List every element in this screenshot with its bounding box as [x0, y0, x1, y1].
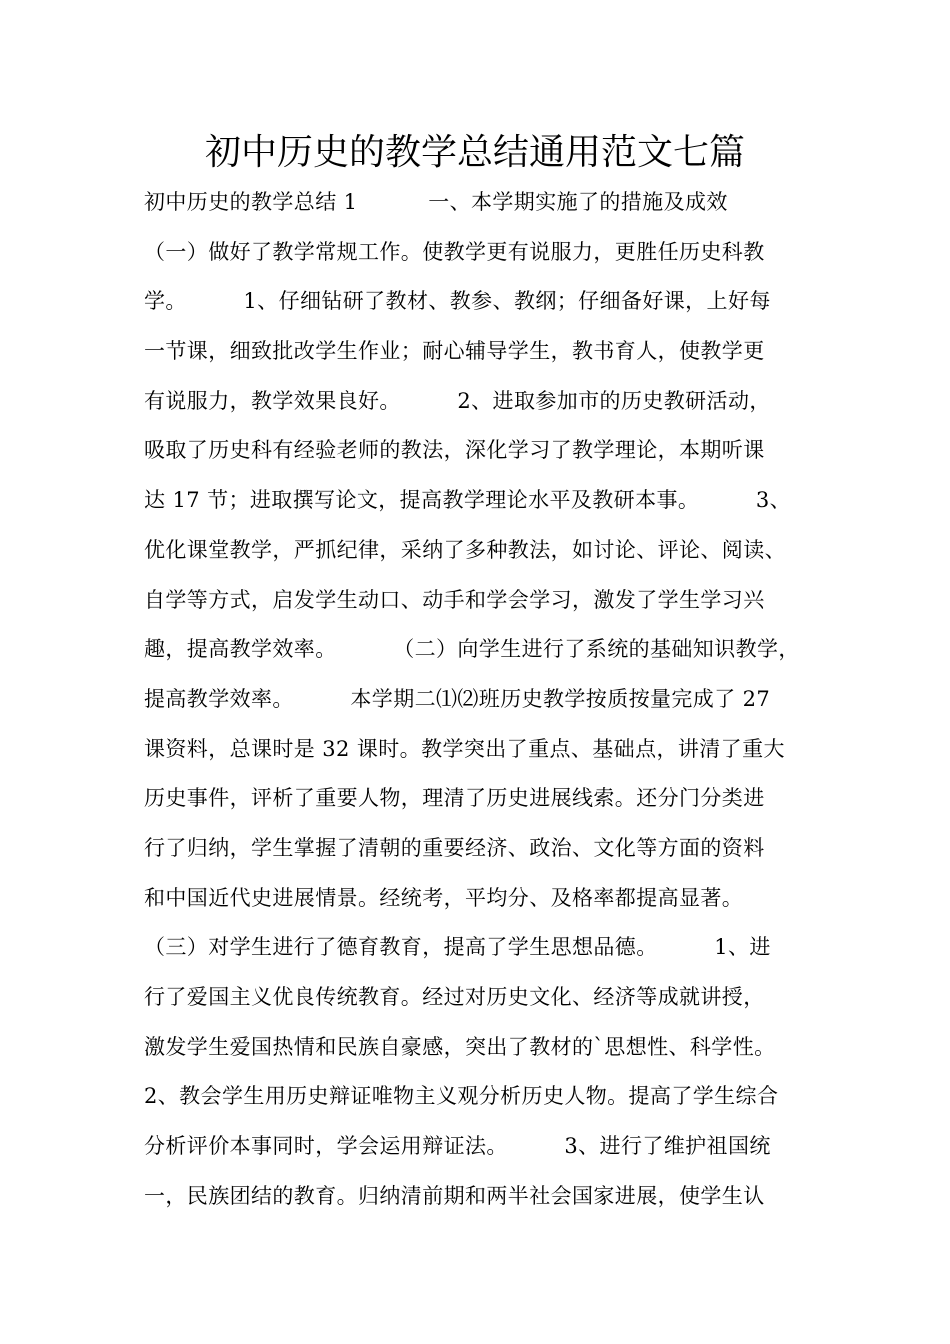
text-line: 学。 1、仔细钻研了教材、教参、教纲；仔细备好课，上好每	[144, 289, 771, 314]
text-line: 自学等方式，启发学生动口、动手和学会学习，激发了学生学习兴	[144, 587, 765, 612]
text-line: 和中国近代史进展情景。经统考，平均分、及格率都提高显著。	[144, 885, 744, 910]
text-line: 提高教学效率。 本学期二⑴⑵班历史教学按质按量完成了 27	[144, 686, 771, 711]
text-line: 初中历史的教学总结 1 一、本学期实施了的措施及成效	[144, 190, 728, 214]
text-line: 优化课堂教学，严抓纪律，采纳了多种教法，如讨论、评论、阅读、	[144, 537, 786, 562]
text-line: （一）做好了教学常规工作。使教学更有说服力，更胜任历史科教	[144, 239, 765, 264]
text-line: 达 17 节；进取撰写论文，提高教学理论水平及教研本事。 3、	[144, 488, 792, 513]
text-line: 分析评价本事同时，学会运用辩证法。 3、进行了维护祖国统	[144, 1134, 771, 1159]
text-line: 课资料，总课时是 32 课时。教学突出了重点、基础点，讲清了重大	[144, 736, 785, 761]
text-line: 行了归纳，学生掌握了清朝的重要经济、政治、文化等方面的资料	[144, 835, 765, 860]
text-line: 2、教会学生用历史辩证唯物主义观分析历史人物。提高了学生综合	[144, 1084, 779, 1109]
text-line: （三）对学生进行了德育教育，提高了学生思想品德。 1、进	[144, 935, 771, 960]
text-line: 有说服力，教学效果良好。 2、进取参加市的历史教研活动，	[144, 388, 771, 413]
text-line: 一，民族团结的教育。归纳清前期和两半社会国家进展，使学生认	[144, 1183, 765, 1208]
text-line: 激发学生爱国热情和民族自豪感，突出了教材的`思想性、科学性。	[144, 1034, 776, 1059]
document-title: 初中历史的教学总结通用范文七篇	[204, 132, 745, 173]
text-line: 一节课，细致批改学生作业；耐心辅导学生，教书育人，使教学更	[144, 339, 765, 364]
text-line: 趣，提高教学效率。 （二）向学生进行了系统的基础知识教学，	[144, 637, 800, 662]
text-line: 历史事件，评析了重要人物，理清了历史进展线索。还分门分类进	[144, 786, 765, 811]
document-body	[144, 178, 834, 1221]
text-line: 行了爱国主义优良传统教育。经过对历史文化、经济等成就讲授，	[144, 985, 765, 1009]
text-line: 吸取了历史科有经验老师的教法，深化学习了教学理论，本期听课	[144, 438, 765, 463]
